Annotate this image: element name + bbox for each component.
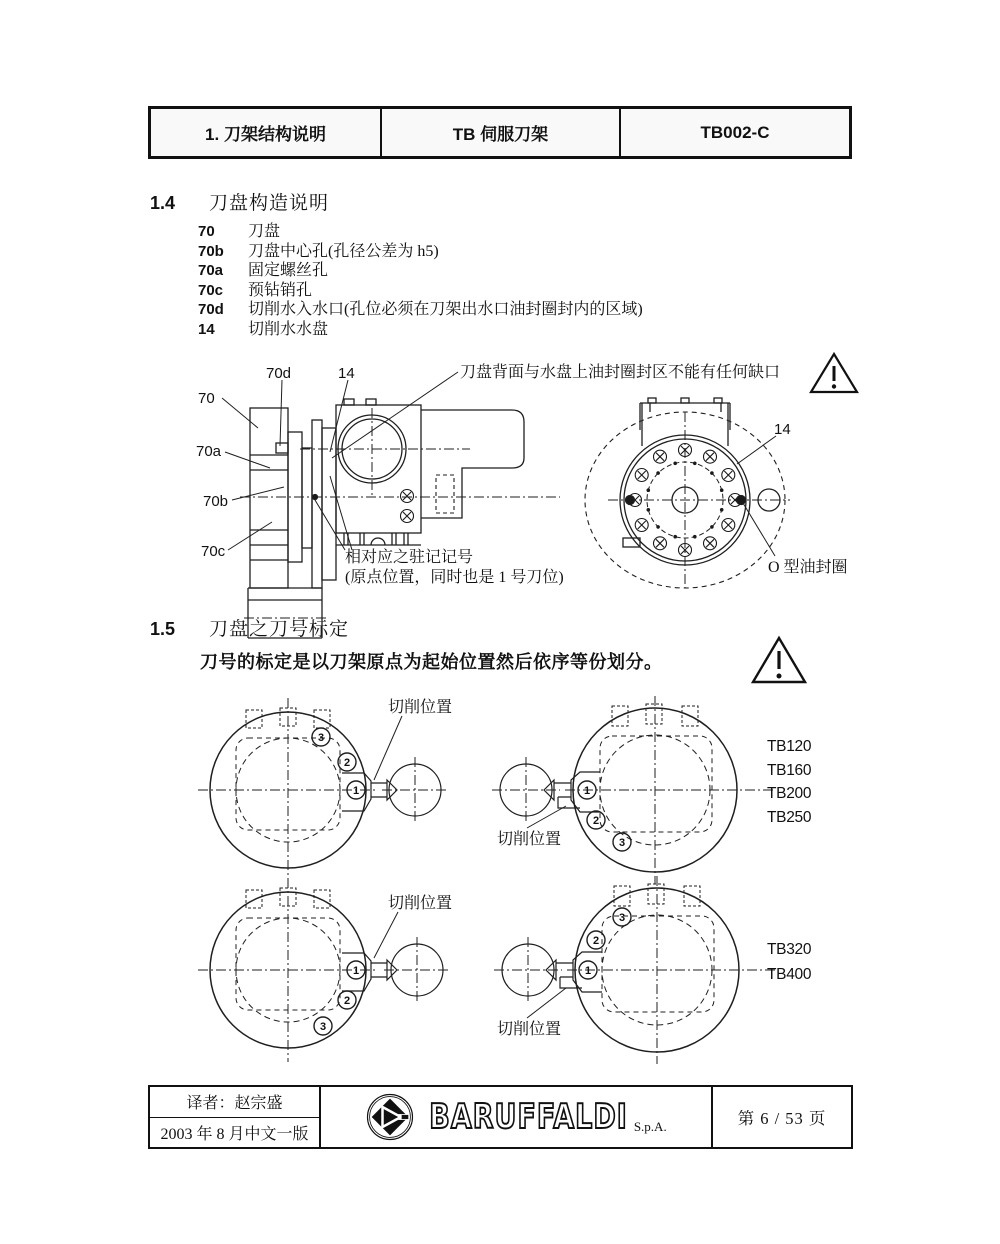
- model-label-tb160: TB160: [767, 762, 812, 779]
- cutting-position-label: 切削位置: [497, 1021, 562, 1038]
- part-key: 70b: [198, 242, 224, 260]
- tool-pos-3: 3: [618, 837, 626, 849]
- tool-pos-2: 2: [343, 995, 351, 1007]
- origin-note-line1: 相对应之驻记记号: [345, 549, 474, 566]
- section-1-4-title: 刀盘构造说明: [209, 193, 330, 214]
- part-key: 70d: [198, 301, 224, 319]
- part-desc: 切削水水盘: [248, 320, 329, 338]
- section-1-4-number: 1.4: [150, 193, 176, 213]
- part-key: 70c: [198, 281, 224, 299]
- part-key: 70: [198, 223, 215, 240]
- part-key: 70a: [198, 262, 224, 280]
- part-key: 14: [198, 320, 215, 338]
- callout-14: 14: [338, 365, 355, 382]
- warning-icon: [753, 638, 805, 682]
- model-label-tb120: TB120: [767, 738, 812, 755]
- section-1-5-title: 刀盘之刀号标定: [209, 619, 350, 640]
- figure-side-view: [222, 372, 560, 638]
- cutting-position-label: 切削位置: [497, 831, 562, 848]
- section-1-5-body: 刀号的标定是以刀架原点为起始位置然后依序等份划分。: [200, 652, 663, 672]
- tool-pos-1: 1: [352, 785, 360, 797]
- tool-pos-3: 3: [317, 732, 325, 744]
- footer-brand-cell: [321, 1087, 713, 1147]
- tool-pos-2: 2: [592, 815, 600, 827]
- tool-pos-3: 3: [618, 912, 626, 924]
- warning-icon: [811, 354, 857, 392]
- page-number: 第 6 / 53 页: [737, 1109, 827, 1128]
- callout-70b: 70b: [203, 493, 229, 510]
- edition-text: 2003 年 8 月中文一版: [160, 1125, 309, 1143]
- figure-front-view: [585, 398, 790, 588]
- model-label-tb320: TB320: [767, 941, 812, 958]
- callout-70a: 70a: [196, 443, 222, 460]
- cutting-position-label: 切削位置: [388, 699, 453, 716]
- disc-diagram-top-right: [492, 696, 775, 884]
- part-desc: 刀盘: [248, 223, 281, 240]
- tool-pos-2: 2: [592, 935, 600, 947]
- callout-70d: 70d: [266, 365, 292, 382]
- baruffaldi-logo-icon: [365, 1092, 415, 1142]
- oring-label: O 型油封圈: [768, 559, 848, 576]
- section-1-5-number: 1.5: [150, 619, 176, 639]
- callout-14-front: 14: [774, 421, 791, 438]
- part-desc: 固定螺丝孔: [248, 262, 329, 280]
- part-desc: 预钻销孔: [248, 281, 313, 299]
- tool-pos-2: 2: [343, 757, 351, 769]
- callout-70: 70: [198, 390, 215, 407]
- footer-table: [148, 1085, 853, 1149]
- tool-pos-1: 1: [352, 965, 360, 977]
- callout-70c: 70c: [201, 543, 226, 560]
- disc-diagram-top-left: [198, 698, 448, 882]
- origin-note-line2: (原点位置，同时也是 1 号刀位): [345, 569, 564, 586]
- cutting-position-label: 切削位置: [388, 895, 453, 912]
- part-desc: 切削水入水口(孔位必须在刀架出水口油封圈封内的区域): [248, 301, 643, 319]
- model-label-tb200: TB200: [767, 785, 812, 802]
- tool-pos-3: 3: [319, 1021, 327, 1033]
- header-product: TB 伺服刀架: [382, 109, 621, 156]
- tool-pos-1: 1: [583, 785, 591, 797]
- brand-wordmark: BARUFFALDI: [429, 1097, 628, 1137]
- header-chapter: 1. 刀架结构说明: [151, 109, 382, 156]
- part-desc: 刀盘中心孔(孔径公差为 h5): [248, 242, 439, 260]
- brand-suffix: S.p.A.: [633, 1119, 667, 1134]
- seal-note: 刀盘背面与水盘上油封圈封区不能有任何缺口: [460, 364, 781, 381]
- translator-text: 译者：赵宗盛: [150, 1087, 319, 1118]
- tool-pos-1: 1: [584, 965, 592, 977]
- footer-left-cell: [150, 1087, 321, 1147]
- header-doc-code: TB002-C: [700, 122, 770, 142]
- model-label-tb400: TB400: [767, 966, 812, 983]
- model-label-tb250: TB250: [767, 809, 812, 826]
